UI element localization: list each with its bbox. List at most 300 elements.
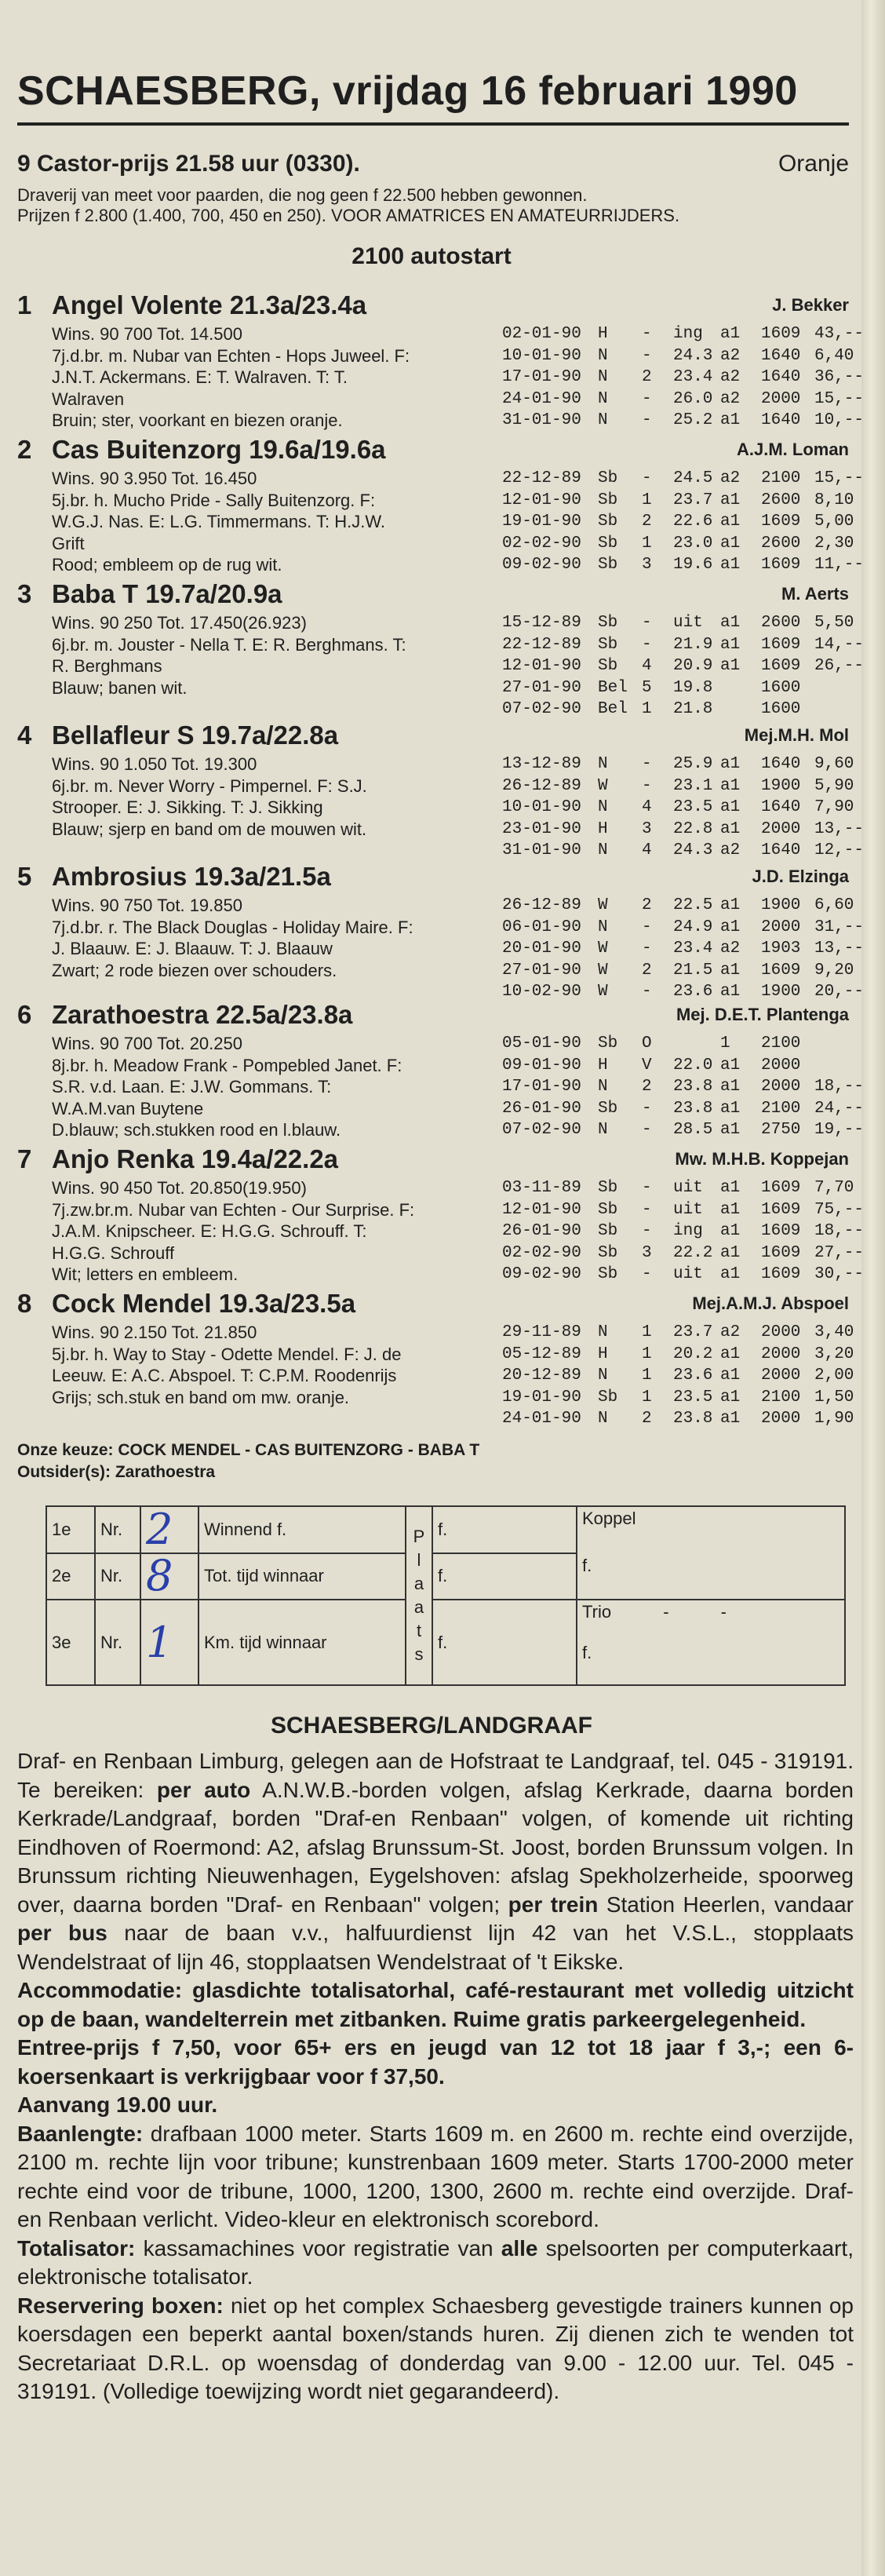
race-conditions-line: Draverij van meet voor paarden, die nog geen f 22.500 hebben gewonnen. xyxy=(17,185,588,205)
result-cell: a1 xyxy=(720,491,741,509)
result-cell: 2100 xyxy=(761,1388,801,1407)
recent-results xyxy=(502,468,863,576)
horse-number: 5 xyxy=(17,862,32,891)
koppel-label: Koppel xyxy=(582,1509,636,1528)
result-cell: 1640 xyxy=(761,411,801,429)
boxes-label: Reservering boxen: xyxy=(17,2293,224,2318)
horse-number: 8 xyxy=(17,1289,32,1318)
result-cell: a1 xyxy=(720,1200,741,1219)
result-cell: 31-01-90 xyxy=(502,841,581,859)
horse-detail-line: W.G.J. Nas. E: L.G. Timmermans. T: H.J.W. xyxy=(52,512,385,531)
result-cell: 2000 xyxy=(761,1056,801,1075)
result-cell: uit xyxy=(673,1200,703,1219)
horse-detail-line: Wit; letters en embleem. xyxy=(52,1264,239,1284)
result-row xyxy=(502,1387,863,1409)
track-start-time: Aanvang 19.00 uur. xyxy=(17,2093,218,2117)
result-row xyxy=(502,554,863,576)
result-row xyxy=(502,677,863,699)
result-cell: 1609 xyxy=(761,1265,801,1283)
result-cell: 6,40 xyxy=(814,346,854,365)
horse-name: Baba T 19.7a/20.9a xyxy=(52,579,282,608)
horse-number: 4 xyxy=(17,721,32,750)
result-cell: 23-01-90 xyxy=(502,819,581,838)
result-cell: a1 xyxy=(720,1265,741,1283)
recent-results xyxy=(502,1033,863,1141)
result-cell: Sb xyxy=(598,469,618,487)
tips xyxy=(17,1439,479,1483)
outsiders: Outsider(s): Zarathoestra xyxy=(17,1463,216,1481)
result-cell: 3 xyxy=(642,556,652,574)
horse-details xyxy=(52,323,491,432)
place-label: 2e xyxy=(46,1553,95,1600)
result-cell: 12-01-90 xyxy=(502,1200,581,1219)
horse-detail-line: 8j.br. h. Meadow Frank - Pompebled Janet. F: xyxy=(52,1055,402,1075)
result-row xyxy=(502,797,863,819)
horse-detail-line: Strooper. E: J. Sikking. T: J. Sikking xyxy=(52,797,323,817)
result-cell: - xyxy=(642,389,652,408)
horse-details xyxy=(52,753,491,840)
result-cell: Sb xyxy=(598,1034,618,1053)
result-cell: 3,20 xyxy=(814,1345,854,1363)
result-row xyxy=(502,490,863,512)
result-cell: a1 xyxy=(720,1078,741,1096)
recent-results xyxy=(502,1177,863,1286)
result-cell: - xyxy=(642,469,652,487)
result-cell: a1 xyxy=(720,1121,741,1139)
result-cell: 23.1 xyxy=(673,776,713,795)
result-cell: 1609 xyxy=(761,961,801,980)
horse-name: Cock Mendel 19.3a/23.5a xyxy=(52,1289,356,1318)
result-cell: 10-01-90 xyxy=(502,798,581,816)
handwritten-number: 1 xyxy=(140,1600,198,1685)
plaats-f: f. xyxy=(432,1506,577,1553)
result-cell: a1 xyxy=(720,918,741,936)
result-cell: 22-12-89 xyxy=(502,635,581,654)
result-cell: 2,30 xyxy=(814,534,854,553)
result-cell: 09-02-90 xyxy=(502,1265,581,1283)
result-cell: 2 xyxy=(642,368,652,386)
result-cell: 1 xyxy=(642,700,652,718)
result-cell: 3,40 xyxy=(814,1323,854,1341)
horse-details xyxy=(52,895,491,981)
result-cell: 15,-- xyxy=(814,469,865,487)
result-cell: 13-12-89 xyxy=(502,755,581,773)
result-cell: H xyxy=(598,1056,608,1075)
result-cell: 6,60 xyxy=(814,896,854,914)
horse-detail-line: Rood; embleem op de rug wit. xyxy=(52,555,282,575)
result-cell: ing xyxy=(673,325,703,343)
result-cell: N xyxy=(598,389,608,408)
result-row xyxy=(502,655,863,677)
result-cell: 20-01-90 xyxy=(502,940,581,958)
result-row xyxy=(502,960,863,982)
result-cell: 20.2 xyxy=(673,1345,713,1363)
result-cell: 21.5 xyxy=(673,961,713,980)
result-cell: 15,-- xyxy=(814,389,865,408)
result-form xyxy=(46,1505,846,1686)
result-cell: - xyxy=(642,755,652,773)
result-cell: 10,-- xyxy=(814,411,865,429)
result-cell: 25.9 xyxy=(673,755,713,773)
trio-f: f. xyxy=(582,1643,592,1663)
result-cell: W xyxy=(598,776,608,795)
result-cell: a1 xyxy=(720,1243,741,1262)
race-prizes-line: Prijzen f 2.800 (1.400, 700, 450 en 250). VOOR AMATRICES EN AMATEURRIJDERS. xyxy=(17,206,680,225)
result-row xyxy=(502,775,863,797)
result-cell: 2 xyxy=(642,513,652,531)
result-cell: a1 xyxy=(720,983,741,1001)
track-length-label: Baanlengte: xyxy=(17,2121,144,2146)
result-cell: Bel xyxy=(598,678,628,697)
result-cell: N xyxy=(598,1323,608,1341)
result-cell: uit xyxy=(673,614,703,632)
horse-driver: J. Bekker xyxy=(772,295,849,315)
result-cell: Sb xyxy=(598,657,618,675)
result-cell: N xyxy=(598,755,608,773)
result-cell: 26-12-89 xyxy=(502,896,581,914)
result-cell: H xyxy=(598,819,608,838)
result-row xyxy=(502,895,863,917)
result-cell: Sb xyxy=(598,1099,618,1118)
result-cell: 26-01-90 xyxy=(502,1222,581,1240)
result-cell: a1 xyxy=(720,776,741,795)
masthead-rule xyxy=(17,122,849,126)
result-cell: a1 xyxy=(720,1410,741,1428)
result-row xyxy=(502,1076,863,1098)
result-cell: 1600 xyxy=(761,678,801,697)
horse-number: 6 xyxy=(17,1000,32,1029)
result-cell: N xyxy=(598,346,608,365)
result-cell: 20,-- xyxy=(814,983,865,1001)
track-description xyxy=(17,1747,854,2406)
horse-details xyxy=(52,612,491,699)
result-cell: Sb xyxy=(598,556,618,574)
result-row xyxy=(502,612,863,634)
result-cell: 11,-- xyxy=(814,556,865,574)
horse-name: Zarathoestra 22.5a/23.8a xyxy=(52,1000,353,1029)
handwritten-number: 8 xyxy=(140,1553,198,1600)
result-cell: 03-11-89 xyxy=(502,1179,581,1197)
result-cell: 1609 xyxy=(761,325,801,343)
result-row xyxy=(502,840,863,862)
horse-name: Angel Volente 21.3a/23.4a xyxy=(52,290,367,319)
track-length xyxy=(17,2120,854,2235)
result-cell: 26-01-90 xyxy=(502,1099,581,1118)
track-entry-price: Entree-prijs f 7,50, voor 65+ ers en jeugd van 12 tot 18 jaar f 3,-; een 6-koersenkaart is verkrijgbaar voor f 37,50. xyxy=(17,2035,854,2089)
result-cell: 09-01-90 xyxy=(502,1056,581,1075)
track-directions xyxy=(17,1747,854,1976)
horse-details xyxy=(52,1322,491,1408)
result-cell: 12-01-90 xyxy=(502,491,581,509)
result-cell: 26-12-89 xyxy=(502,776,581,795)
result-cell: 22.0 xyxy=(673,1056,713,1075)
result-cell: 13,-- xyxy=(814,819,865,838)
result-cell: 28.5 xyxy=(673,1121,713,1139)
result-cell: W xyxy=(598,896,608,914)
result-cell: a2 xyxy=(720,841,741,859)
result-cell: 20-12-89 xyxy=(502,1366,581,1385)
result-cell: 17-01-90 xyxy=(502,368,581,386)
recent-results xyxy=(502,612,863,721)
result-cell: 23.0 xyxy=(673,534,713,553)
directions-text: Station Heerlen, vandaar xyxy=(598,1892,854,1917)
result-cell: 1900 xyxy=(761,896,801,914)
result-cell: 2000 xyxy=(761,1410,801,1428)
result-cell: N xyxy=(598,1121,608,1139)
result-cell: 10-02-90 xyxy=(502,983,581,1001)
result-cell: 27-01-90 xyxy=(502,678,581,697)
result-cell: 22-12-89 xyxy=(502,469,581,487)
result-cell: 2000 xyxy=(761,918,801,936)
result-cell: 12-01-90 xyxy=(502,657,581,675)
result-cell: 3 xyxy=(642,819,652,838)
recent-results xyxy=(502,1322,863,1430)
result-cell: a1 xyxy=(720,1388,741,1407)
result-cell: 05-01-90 xyxy=(502,1034,581,1053)
result-cell: 22.2 xyxy=(673,1243,713,1262)
result-cell: W xyxy=(598,961,608,980)
horse-driver: Mej.M.H. Mol xyxy=(744,725,849,745)
result-cell: 05-12-89 xyxy=(502,1345,581,1363)
result-cell: 31,-- xyxy=(814,918,865,936)
result-cell: 1 xyxy=(642,491,652,509)
recent-results xyxy=(502,895,863,1003)
result-cell: a2 xyxy=(720,1323,741,1341)
result-cell: 1609 xyxy=(761,556,801,574)
result-cell: N xyxy=(598,841,608,859)
result-cell: ing xyxy=(673,1222,703,1240)
horse-detail-line: Blauw; banen wit. xyxy=(52,677,188,698)
result-row xyxy=(502,1119,863,1141)
result-cell: 27-01-90 xyxy=(502,961,581,980)
result-cell: Bel xyxy=(598,700,628,718)
horse-name: Cas Buitenzorg 19.6a/19.6a xyxy=(52,435,386,464)
result-cell: a1 xyxy=(720,1366,741,1385)
result-cell: 23.8 xyxy=(673,1099,713,1118)
horse-name: Anjo Renka 19.4a/22.2a xyxy=(52,1144,339,1173)
result-cell: - xyxy=(642,1200,652,1219)
horse-detail-line: J.A.M. Knipscheer. E: H.G.G. Schrouff. T: xyxy=(52,1221,367,1241)
result-row xyxy=(502,1055,863,1077)
totalisator-text: kassamachines voor registratie van xyxy=(135,2235,501,2260)
horse-detail-line: Grift xyxy=(52,533,85,553)
result-row xyxy=(502,1220,863,1242)
result-cell: 1 xyxy=(642,1345,652,1363)
result-cell: 29-11-89 xyxy=(502,1323,581,1341)
result-cell: 3 xyxy=(642,1243,652,1262)
result-cell: 24,-- xyxy=(814,1099,865,1118)
horse-detail-line: Wins. 90 750 Tot. 19.850 xyxy=(52,896,242,915)
result-cell: 23.7 xyxy=(673,1323,713,1341)
horse-details xyxy=(52,1177,491,1286)
result-cell: 23.6 xyxy=(673,983,713,1001)
result-cell: 1 xyxy=(642,534,652,553)
recent-results xyxy=(502,753,863,862)
result-cell: Sb xyxy=(598,614,618,632)
result-cell: 02-02-90 xyxy=(502,1243,581,1262)
horse-detail-line: Wins. 90 2.150 Tot. 21.850 xyxy=(52,1323,257,1342)
result-cell: 1900 xyxy=(761,983,801,1001)
result-cell: 27,-- xyxy=(814,1243,865,1262)
result-cell: 30,-- xyxy=(814,1265,865,1283)
result-row xyxy=(502,1033,863,1055)
place-label: 3e xyxy=(46,1600,95,1685)
result-cell: 24.3 xyxy=(673,841,713,859)
result-cell: 1609 xyxy=(761,1243,801,1262)
result-cell: a1 xyxy=(720,1056,741,1075)
result-cell: a1 xyxy=(720,1345,741,1363)
directions-text: naar de baan v.v., halfuurdienst lijn 42 van het V.S.L., stopplaats Wendelstraat of lijn 46, stopplaatsen Wendelstraat of 't Eikske. xyxy=(17,1921,854,1974)
result-cell: H xyxy=(598,325,608,343)
result-cell: Sb xyxy=(598,1179,618,1197)
result-cell: a1 xyxy=(720,755,741,773)
result-cell: 1609 xyxy=(761,657,801,675)
result-cell: Sb xyxy=(598,1243,618,1262)
result-row xyxy=(502,511,863,533)
horse-detail-line: 7j.zw.br.m. Nubar van Echten - Our Surprise. F: xyxy=(52,1199,415,1220)
result-cell: 2 xyxy=(642,1078,652,1096)
result-cell: 23.7 xyxy=(673,491,713,509)
horse-detail-line: J. Blaauw. E: J. Blaauw. T: J. Blaauw xyxy=(52,939,333,958)
plaats-label: P l a a t s xyxy=(406,1506,432,1685)
result-row xyxy=(502,1408,863,1430)
result-cell: 2000 xyxy=(761,1078,801,1096)
nr-label: Nr. xyxy=(95,1600,140,1685)
result-cell: 12,-- xyxy=(814,841,865,859)
handwritten-number: 2 xyxy=(140,1506,198,1553)
result-row xyxy=(502,819,863,841)
horse-number: 1 xyxy=(17,290,32,319)
trio-box xyxy=(577,1600,845,1685)
result-cell: 09-02-90 xyxy=(502,556,581,574)
totalisator-bold: alle xyxy=(501,2235,538,2260)
page-edge-shadow xyxy=(861,0,885,2576)
result-cell: - xyxy=(642,1222,652,1240)
result-cell: 2000 xyxy=(761,1366,801,1385)
result-cell: 24.9 xyxy=(673,918,713,936)
result-cell: Sb xyxy=(598,1388,618,1407)
result-cell: 21.8 xyxy=(673,700,713,718)
horse-driver: J.D. Elzinga xyxy=(752,867,849,886)
result-cell: 1640 xyxy=(761,755,801,773)
horse-number: 3 xyxy=(17,579,32,608)
horse-detail-line: 7j.d.br. r. The Black Douglas - Holiday Maire. F: xyxy=(52,917,413,937)
result-cell: 75,-- xyxy=(814,1200,865,1219)
result-cell: 5,50 xyxy=(814,614,854,632)
result-row xyxy=(502,533,863,555)
plaats-f: f. xyxy=(432,1600,577,1685)
horse-detail-line: R. Berghmans xyxy=(52,656,162,676)
result-cell: 23.4 xyxy=(673,940,713,958)
horse-name: Bellafleur S 19.7a/22.8a xyxy=(52,721,339,750)
horse-detail-line: S.R. v.d. Laan. E: J.W. Gommans. T: xyxy=(52,1077,332,1096)
horse-detail-line: W.A.M.van Buytene xyxy=(52,1098,204,1118)
result-row xyxy=(502,1098,863,1120)
result-cell: 4 xyxy=(642,841,652,859)
result-cell: Sb xyxy=(598,491,618,509)
result-cell: a2 xyxy=(720,346,741,365)
horse-detail-line: Wins. 90 450 Tot. 20.850(19.950) xyxy=(52,1178,307,1198)
result-row xyxy=(502,981,863,1003)
trio-dash: - xyxy=(663,1602,669,1622)
result-cell: 22.8 xyxy=(673,819,713,838)
result-cell: 9,20 xyxy=(814,961,854,980)
result-cell: 19.8 xyxy=(673,678,713,697)
our-choice: Onze keuze: COCK MENDEL - CAS BUITENZORG - BABA T xyxy=(17,1441,480,1459)
result-cell: 23.6 xyxy=(673,1366,713,1385)
result-cell: 7,90 xyxy=(814,798,854,816)
result-row xyxy=(502,323,863,345)
result-cell: a1 xyxy=(720,798,741,816)
result-cell: 1 xyxy=(720,1034,730,1053)
result-cell: 15-12-89 xyxy=(502,614,581,632)
horse-detail-line: 7j.d.br. m. Nubar van Echten - Hops Juweel. F: xyxy=(52,345,410,366)
result-cell: a1 xyxy=(720,1179,741,1197)
result-row xyxy=(502,389,863,410)
horse-title xyxy=(17,721,338,750)
horse-driver: Mej. D.E.T. Plantenga xyxy=(676,1005,849,1024)
result-row xyxy=(502,1344,863,1366)
result-cell: W xyxy=(598,940,608,958)
result-cell: 1 xyxy=(642,1366,652,1385)
result-cell: 5,00 xyxy=(814,513,854,531)
result-cell: 1640 xyxy=(761,798,801,816)
result-cell: 1640 xyxy=(761,841,801,859)
result-cell: - xyxy=(642,1265,652,1283)
result-cell: 13,-- xyxy=(814,940,865,958)
horse-driver: M. Aerts xyxy=(781,584,849,604)
result-cell: 22.5 xyxy=(673,896,713,914)
result-cell: 20.9 xyxy=(673,657,713,675)
result-cell: 2 xyxy=(642,1410,652,1428)
horse-detail-line: Wins. 90 250 Tot. 17.450(26.923) xyxy=(52,613,307,633)
result-field-label: Winnend f. xyxy=(198,1506,406,1553)
result-cell: a1 xyxy=(720,1099,741,1118)
result-cell: 22.6 xyxy=(673,513,713,531)
track-accommodation: Accommodatie: glasdichte totalisatorhal, café-restaurant met volledig uitzicht op de baan, wandelterrein met zitbanken. Ruime gratis parkeergelegenheid. xyxy=(17,1978,854,2031)
horse-details xyxy=(52,1033,491,1141)
directions-text: Draf- en Renbaan Limburg, gelegen aan de Hofstraat te Landgraaf, tel. 045 - 319191. Te bereiken: xyxy=(17,1749,854,1802)
result-cell: - xyxy=(642,1099,652,1118)
result-row xyxy=(502,753,863,775)
result-cell: 5,90 xyxy=(814,776,854,795)
result-cell: 23.8 xyxy=(673,1078,713,1096)
result-cell: Sb xyxy=(598,513,618,531)
result-cell: - xyxy=(642,635,652,654)
result-cell: 24.3 xyxy=(673,346,713,365)
track-boxes xyxy=(17,2292,854,2406)
koppel-box xyxy=(577,1506,845,1600)
result-cell: a1 xyxy=(720,896,741,914)
result-cell: O xyxy=(642,1034,652,1053)
horse-title xyxy=(17,1144,338,1174)
horse-driver: Mej.A.M.J. Abspoel xyxy=(692,1293,849,1313)
result-cell: 2600 xyxy=(761,491,801,509)
horse-detail-line: 6j.br. m. Never Worry - Pimpernel. F: S.J. xyxy=(52,775,367,796)
result-cell: W xyxy=(598,983,608,1001)
result-cell: - xyxy=(642,983,652,1001)
horse-detail-line: 5j.br. h. Mucho Pride - Sally Buitenzorg. F: xyxy=(52,490,376,510)
directions-bold: per trein xyxy=(508,1892,599,1917)
result-cell: 1900 xyxy=(761,776,801,795)
result-cell: 1 xyxy=(642,1388,652,1407)
result-cell: uit xyxy=(673,1179,703,1197)
result-cell: 1609 xyxy=(761,1179,801,1197)
result-cell: 43,-- xyxy=(814,325,865,343)
result-cell: 9,60 xyxy=(814,755,854,773)
result-cell: 2000 xyxy=(761,1345,801,1363)
nr-label: Nr. xyxy=(95,1506,140,1553)
